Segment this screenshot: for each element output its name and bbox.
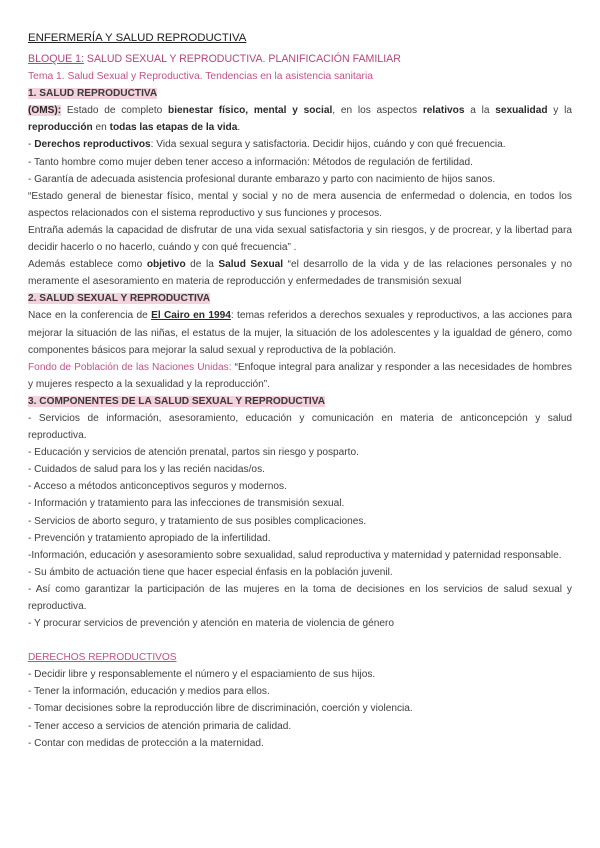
quote-paragraph-2: Entraña además la capacidad de disfrutar de una vida sexual satisfactoria y sin riesgos, y de procrear, y la libertad para decidir hacerlo o no hacerlo, cuándo y con qué frecuencia” . bbox=[28, 224, 572, 254]
block-label: BLOQUE 1: bbox=[28, 53, 84, 65]
component-item: - Acceso a métodos anticonceptivos seguros y modernos. bbox=[28, 481, 287, 493]
garantia-line: - Garantía de adecuada asistencia profesional durante embarazo y parto con nacimiento de hijos sanos. bbox=[28, 173, 496, 185]
block-heading bbox=[28, 51, 572, 68]
derechos-line: - Derechos reproductivos: Vida sexual segura y satisfactoria. Decidir hijos, cuándo y con qué frecuencia. bbox=[28, 139, 506, 151]
oms-definition: (OMS): Estado de completo bienestar físico, mental y social, en los aspectos relativos a la sexualidad y la reproducción en todas las etapas de la vida. bbox=[28, 105, 572, 134]
component-item: - Así como garantizar la participación de las mujeres en la toma de decisiones en los servicios de salud sexual y reproductiva. bbox=[28, 583, 572, 612]
document-title: ENFERMERÍA Y SALUD REPRODUCTIVA bbox=[28, 32, 247, 44]
rights-item: - Decidir libre y responsablemente el número y el espaciamiento de sus hijos. bbox=[28, 669, 376, 681]
component-item: -Información, educación y asesoramiento sobre sexualidad, salud reproductiva y maternidad y paternidad responsable. bbox=[28, 549, 562, 561]
cairo-link: El Cairo en 1994 bbox=[151, 310, 231, 322]
component-item: - Servicios de aborto seguro, y tratamiento de sus posibles complicaciones. bbox=[28, 515, 367, 527]
oms-label: (OMS): bbox=[28, 105, 62, 117]
quote-paragraph-1: “Estado general de bienestar físico, mental y social y no de mera ausencia de enfermedad o dolencia, en todos los aspectos relacionados con el sistema reproductivo y sus funciones y procesos. bbox=[28, 190, 572, 219]
section-1-heading: 1. SALUD REPRODUCTIVA bbox=[28, 88, 158, 100]
document-body bbox=[28, 30, 572, 752]
rights-item: - Tener la información, educación y medios para ellos. bbox=[28, 686, 270, 698]
section-3-heading: 3. COMPONENTES DE LA SALUD SEXUAL Y REPRODUCTIVA bbox=[28, 395, 326, 407]
component-item: - Su ámbito de actuación tiene que hacer especial énfasis en la población juvenil. bbox=[28, 566, 393, 578]
rights-item: - Tener acceso a servicios de atención primaria de calidad. bbox=[28, 720, 292, 732]
fondo-label: Fondo de Población de las Naciones Unidas: bbox=[28, 361, 232, 373]
component-item: - Educación y servicios de atención prenatal, partos sin riesgo y posparto. bbox=[28, 447, 359, 459]
objective-paragraph: Además establece como objetivo de la Salud Sexual “el desarrollo de la vida y de las relaciones personales y no meramente el asesoramiento en materia de reproducción y enfermedades de transmisión sexual bbox=[28, 259, 572, 288]
component-item: - Servicios de información, asesoramiento, educación y comunicación en materia de anticoncepción y salud reproductiva. bbox=[28, 412, 572, 442]
rights-item: - Contar con medidas de protección a la maternidad. bbox=[28, 737, 264, 749]
component-item: - Cuidados de salud para los y las recién nacidas/os. bbox=[28, 464, 265, 476]
rights-heading: DERECHOS REPRODUCTIVOS bbox=[28, 652, 177, 664]
section-2-heading: 2. SALUD SEXUAL Y REPRODUCTIVA bbox=[28, 293, 211, 305]
block-text: SALUD SEXUAL Y REPRODUCTIVA. PLANIFICACIÓN FAMILIAR bbox=[83, 53, 401, 65]
fondo-paragraph: Fondo de Población de las Naciones Unidas: “Enfoque integral para analizar y responder a las necesidades de hombres y mujeres respecto a la sexualidad y la reproducción”. bbox=[28, 361, 572, 390]
info-line: - Tanto hombre como mujer deben tener acceso a información: Métodos de regulación de fertilidad. bbox=[28, 156, 473, 168]
rights-item: - Tomar decisiones sobre la reproducción libre de discriminación, coerción y violencia. bbox=[28, 703, 413, 715]
component-item: - Prevención y tratamiento apropiado de la infertilidad. bbox=[28, 532, 271, 544]
component-item: - Información y tratamiento para las infecciones de transmisión sexual. bbox=[28, 498, 345, 510]
component-item: - Y procurar servicios de prevención y atención en materia de violencia de género bbox=[28, 618, 395, 630]
tema-heading: Tema 1. Salud Sexual y Reproductiva. Tendencias en la asistencia sanitaria bbox=[28, 71, 373, 83]
cairo-paragraph: Nace en la conferencia de El Cairo en 1994: temas referidos a derechos sexuales y reproductivos, a las acciones para mejorar la situación de las niñas, el estatus de la mujer, la situación de los adolescentes y la igualdad de género, como componentes básicos para mejorar la salud sexual y reproductiva de la población. bbox=[28, 310, 573, 356]
